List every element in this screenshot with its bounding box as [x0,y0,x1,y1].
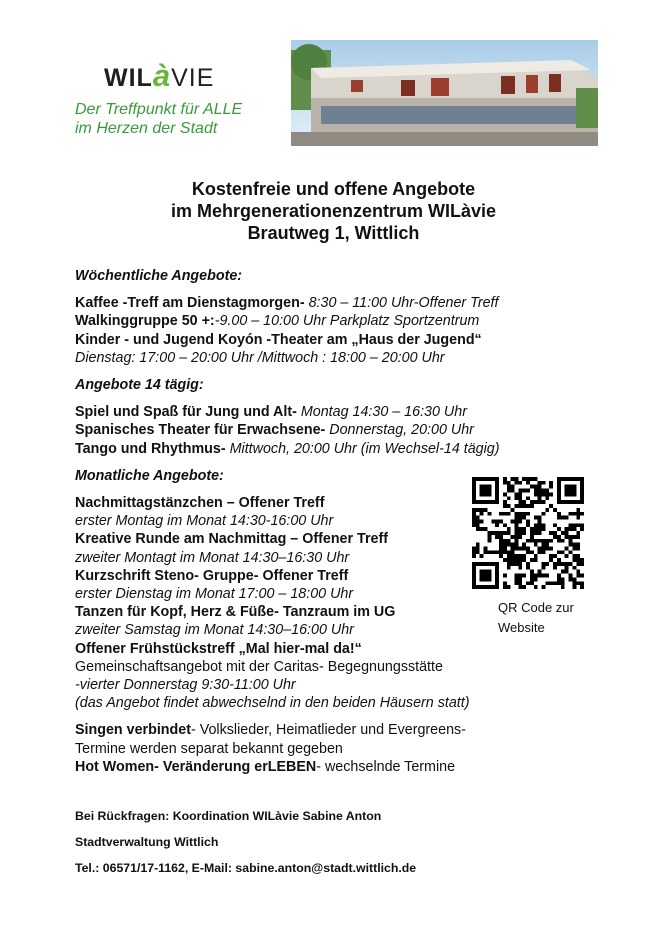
qr-code-icon[interactable] [472,477,584,589]
tagline: Der Treffpunkt für ALLE im Herzen der Stadt [75,101,243,137]
fruehstueck-line3: (das Angebot findet abwechselnd in den beiden Häusern statt) [75,695,470,712]
list-item-name: Nachmittagstänzchen – Offener Treff [75,495,325,512]
building-photo [291,40,598,146]
list-item: Spanisches Theater für Erwachsene- Donnerstag, 20:00 Uhr [75,422,474,439]
list-item-detail: erster Montag im Monat 14:30-16:00 Uhr [75,513,334,530]
qr-caption: QR Code zur Website [498,600,574,635]
list-item-detail: erster Dienstag im Monat 17:00 – 18:00 Uhr [75,586,354,603]
administration-line: Stadtverwaltung Wittlich [75,835,219,849]
list-item: Hot Women- Veränderung erLEBEN- wechselnde Termine [75,758,456,775]
list-item-detail: Dienstag: 17:00 – 20:00 Uhr /Mittwoch : 18:00 – 20:00 Uhr [75,349,445,366]
fruehstueck-name: Offener Frühstückstreff „Mal hier-mal da!“ [75,640,362,657]
list-item: Kaffee -Treff am Dienstagmorgen- 8:30 – 11:00 Uhr-Offener Treff [75,295,499,312]
list-item-detail: zweiter Samstag im Monat 14:30–16:00 Uhr [75,622,354,639]
list-item-detail: Termine werden separat bekannt gegeben [75,740,343,757]
list-item-name: Kinder - und Jugend Koyón -Theater am „Haus der Jugend“ [75,331,482,348]
page-title: Kostenfreie und offene Angebote im Mehrgenerationenzentrum WILàvie Brautweg 1, Wittlich [170,179,497,243]
list-item: Walkinggruppe 50 +:-9.00 – 10:00 Uhr Parkplatz Sportzentrum [75,313,480,330]
list-item-name: Kurzschrift Steno- Gruppe- Offener Treff [75,567,349,584]
monthly-heading: Monatliche Angebote: [75,467,224,484]
fruehstueck-line2: -vierter Donnerstag 9:30-11:00 Uhr [75,677,296,694]
fruehstueck-line1: Gemeinschaftsangebot mit der Caritas- Begegnungsstätte [75,658,443,675]
list-item-name: Kreative Runde am Nachmittag – Offener Treff [75,531,389,548]
phone-email-line: Tel.: 06571/17-1162, E-Mail: sabine.anton@stadt.wittlich.de [75,861,417,875]
list-item: Spiel und Spaß für Jung und Alt- Montag 14:30 – 16:30 Uhr [75,404,467,421]
list-item-name: Tanzen für Kopf, Herz & Füße- Tanzraum im UG [75,604,396,621]
wilavie-logo: WILàVIE [104,58,215,93]
biweekly-heading: Angebote 14 tägig: [75,377,204,394]
contact-line: Bei Rückfragen: Koordination WILàvie Sabine Anton [75,809,382,823]
list-item-detail: zweiter Montagt im Monat 14:30–16:30 Uhr [75,549,350,566]
list-item: Singen verbindet- Volkslieder, Heimatlieder und Evergreens- [75,722,466,739]
list-item: Tango und Rhythmus- Mittwoch, 20:00 Uhr (im Wechsel-14 tägig) [75,440,500,457]
weekly-heading: Wöchentliche Angebote: [75,268,243,284]
